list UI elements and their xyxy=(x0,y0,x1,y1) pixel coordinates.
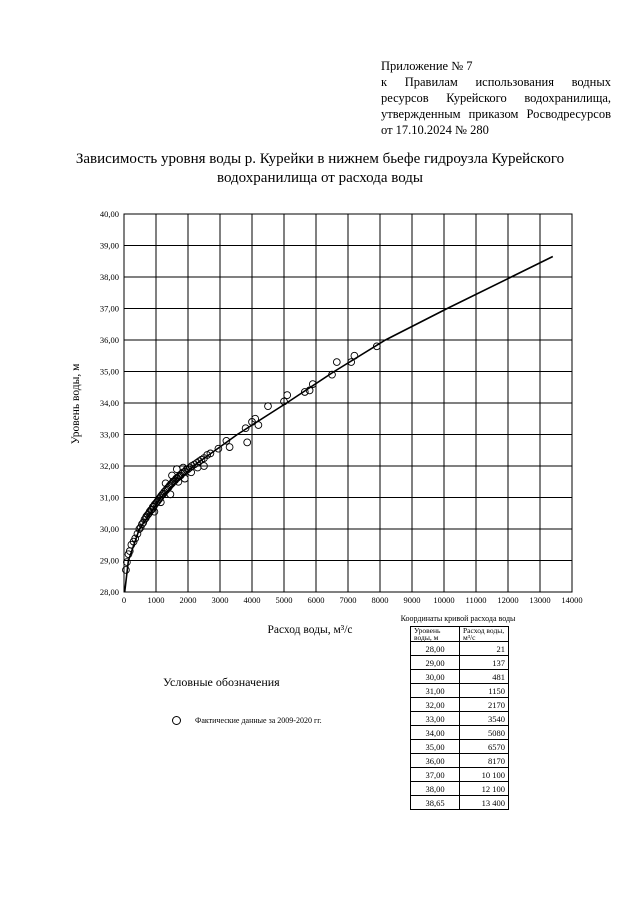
legend-item xyxy=(172,716,322,725)
table-row xyxy=(411,796,509,810)
level-cell: 31,00 xyxy=(411,684,460,698)
y-tick-label: 35,00 xyxy=(99,366,119,377)
y-tick-label: 33,00 xyxy=(99,429,119,440)
y-tick-label: 36,00 xyxy=(99,335,119,345)
curve-coordinates-table xyxy=(410,626,509,810)
y-tick-label: 37,00 xyxy=(99,303,119,314)
header-flow: Расход воды, м³/с xyxy=(460,627,509,642)
observed-point xyxy=(284,392,291,399)
y-axis-label: Уровень воды, м xyxy=(70,363,82,445)
y-tick-label: 30,00 xyxy=(99,524,119,534)
x-tick-label: 5000 xyxy=(275,595,293,605)
observed-point xyxy=(173,466,180,473)
grid-lines xyxy=(124,214,572,592)
flow-cell: 21 xyxy=(460,642,509,656)
table-row xyxy=(411,698,509,712)
table-row xyxy=(411,768,509,782)
x-tick-label: 0 xyxy=(121,595,127,605)
flow-cell: 6570 xyxy=(460,740,509,754)
x-tick-label: 10000 xyxy=(433,595,455,605)
x-tick-label: 6000 xyxy=(307,595,325,605)
y-tick-label: 40,00 xyxy=(99,209,119,219)
flow-cell: 2170 xyxy=(460,698,509,712)
appendix-line-4: утвержденным приказом Росводресурсов xyxy=(381,107,611,121)
flow-cell: 5080 xyxy=(460,726,509,740)
level-cell: 29,00 xyxy=(411,656,460,670)
table-row xyxy=(411,656,509,670)
table-body xyxy=(411,642,509,810)
observed-point xyxy=(333,359,340,366)
table-row xyxy=(411,740,509,754)
y-tick-labels xyxy=(100,209,119,597)
table-row xyxy=(411,754,509,768)
x-tick-label: 2000 xyxy=(179,595,197,605)
appendix-line-3: ресурсов Курейского водохранилища, xyxy=(381,91,611,105)
appendix-line-5: от 17.10.2024 № 280 xyxy=(381,123,489,137)
y-tick-label: 29,00 xyxy=(99,555,119,566)
appendix-line-2: к Правилам использования водных xyxy=(381,75,611,89)
x-tick-label: 12000 xyxy=(497,595,519,605)
y-tick-label: 39,00 xyxy=(99,240,119,251)
chart-title-line-2: водохранилища от расхода воды xyxy=(216,170,423,186)
header-level: Уровень воды, м xyxy=(411,627,460,642)
x-axis-label: Расход воды, м³/с xyxy=(267,624,353,636)
table-row xyxy=(411,642,509,656)
flow-cell: 12 100 xyxy=(460,782,509,796)
level-cell: 38,00 xyxy=(411,782,460,796)
y-tick-label: 38,00 xyxy=(99,272,119,282)
circle-marker-icon xyxy=(172,716,181,725)
y-tick-label: 31,00 xyxy=(99,492,119,503)
x-tick-label: 9000 xyxy=(403,595,421,605)
level-cell: 28,00 xyxy=(411,642,460,656)
level-cell: 35,00 xyxy=(411,740,460,754)
table-row xyxy=(411,726,509,740)
observed-point xyxy=(244,439,251,446)
table-row xyxy=(411,670,509,684)
table-header-row xyxy=(411,627,509,642)
table-row xyxy=(411,684,509,698)
table-row xyxy=(411,782,509,796)
level-cell: 38,65 xyxy=(411,796,460,810)
level-cell: 30,00 xyxy=(411,670,460,684)
x-tick-label: 11000 xyxy=(465,595,487,605)
legend-item-label: Фактические данные за 2009-2020 гг. xyxy=(195,716,322,725)
level-cell: 36,00 xyxy=(411,754,460,768)
appendix-number: Приложение № 7 xyxy=(381,59,473,73)
observed-point xyxy=(167,491,174,498)
observed-point xyxy=(226,444,233,451)
level-cell: 34,00 xyxy=(411,726,460,740)
flow-cell: 3540 xyxy=(460,712,509,726)
table-title: Координаты кривой расхода воды xyxy=(400,614,516,623)
level-cell: 32,00 xyxy=(411,698,460,712)
x-tick-label: 3000 xyxy=(211,595,229,605)
level-cell: 37,00 xyxy=(411,768,460,782)
flow-cell: 10 100 xyxy=(460,768,509,782)
y-tick-label: 32,00 xyxy=(99,461,119,471)
observed-points xyxy=(123,343,381,573)
x-tick-label: 13000 xyxy=(529,595,551,605)
level-cell: 33,00 xyxy=(411,712,460,726)
chart-title-line-1: Зависимость уровня воды р. Курейки в нижнем бьефе гидроузла Курейского xyxy=(75,151,565,167)
y-tick-label: 34,00 xyxy=(99,398,119,408)
flow-cell: 1150 xyxy=(460,684,509,698)
table-row xyxy=(411,712,509,726)
rating-curve-line xyxy=(125,257,553,593)
flow-cell: 137 xyxy=(460,656,509,670)
x-tick-label: 14000 xyxy=(561,595,583,605)
flow-cell: 13 400 xyxy=(460,796,509,810)
legend-title: Условные обозначения xyxy=(163,675,280,689)
x-tick-labels xyxy=(122,595,583,605)
x-tick-label: 1000 xyxy=(147,595,165,605)
observed-point xyxy=(265,403,272,410)
flow-cell: 481 xyxy=(460,670,509,684)
x-tick-label: 7000 xyxy=(339,595,357,605)
y-tick-label: 28,00 xyxy=(99,587,119,597)
flow-cell: 8170 xyxy=(460,754,509,768)
x-tick-label: 4000 xyxy=(243,595,261,605)
x-tick-label: 8000 xyxy=(371,595,389,605)
